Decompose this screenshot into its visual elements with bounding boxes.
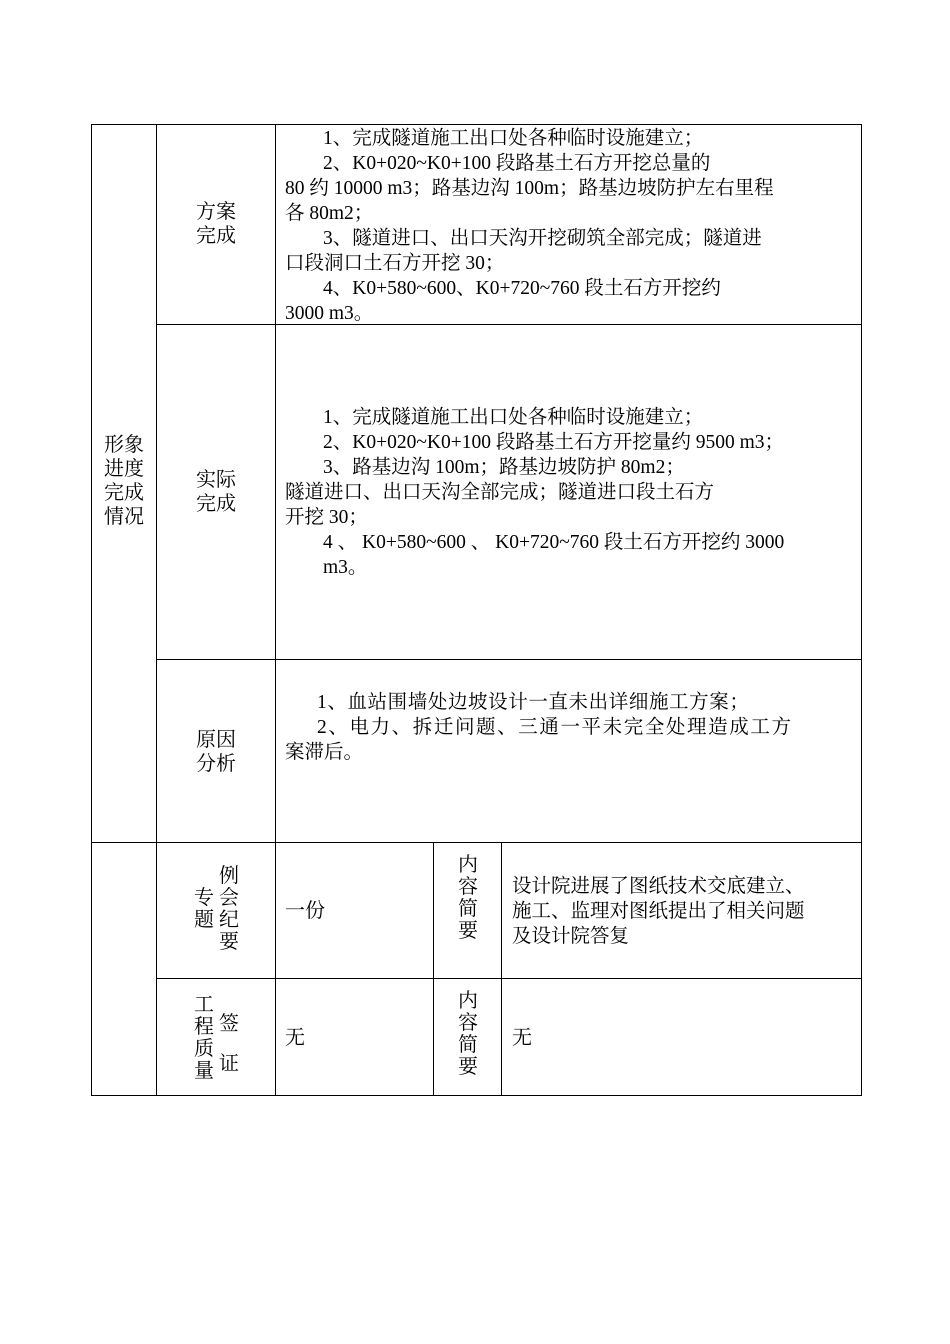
divider-actual-reason	[156, 659, 862, 660]
meeting-summary-label: 内容简要	[458, 854, 478, 942]
border-bottom	[91, 1095, 862, 1096]
col-divider-4	[501, 842, 502, 1096]
plan-line: 1、完成隧道施工出口处各种临时设施建立；	[323, 128, 704, 149]
plan-line: 80 约 10000 m3；路基边沟 100m；路基边坡防护左右里程	[285, 178, 774, 199]
actual-label-line: 实际	[196, 469, 236, 491]
plan-label-line: 方案	[196, 201, 236, 223]
reason-line: 1、血站围墙处边坡设计一直未出详细施工方案；	[317, 692, 750, 713]
meeting-value: 一份	[285, 900, 325, 922]
reason-label-line: 分析	[196, 753, 236, 775]
border-right	[861, 124, 862, 1096]
plan-line: 4、K0+580~600、K0+720~760 段土石方开挖约	[323, 278, 721, 299]
meeting-summary-line: 施工、监理对图纸提出了相关问题	[512, 901, 805, 922]
actual-line: m3。	[323, 557, 368, 578]
col-divider-1	[156, 124, 157, 1096]
quality-label-col1: 工程质量	[194, 994, 214, 1082]
divider-meeting-quality	[156, 978, 862, 979]
reason-line: 案滞后。	[285, 742, 364, 763]
actual-line: 2、K0+020~K0+100 段路基土石方开挖量约 9500 m3；	[323, 432, 785, 453]
plan-line: 口段洞口土石方开挖 30；	[285, 253, 505, 274]
section-label-line: 进度	[104, 458, 144, 480]
section-label-line: 完成	[104, 482, 144, 504]
col-divider-3	[433, 842, 434, 1096]
plan-line: 3000 m3。	[285, 303, 374, 324]
actual-line: 3、路基边沟 100m；路基边坡防护 80m2；	[323, 457, 685, 478]
divider-plan-actual	[156, 324, 862, 325]
actual-label	[157, 468, 275, 516]
plan-label	[157, 200, 275, 248]
plan-label-line: 完成	[196, 225, 236, 247]
section-label	[92, 433, 156, 529]
plan-line: 各 80m2；	[285, 203, 374, 224]
meeting-summary-line: 及设计院答复	[512, 926, 630, 947]
plan-line: 2、K0+020~K0+100 段路基土石方开挖总量的	[323, 153, 711, 174]
quality-label-col2: 签证	[219, 1013, 239, 1075]
reason-label	[157, 728, 275, 776]
plan-line: 3、隧道进口、出口天沟开挖砌筑全部完成；隧道进	[323, 228, 762, 249]
reason-line: 2、电力、拆迁问题、三通一平未完全处理造成工方	[317, 717, 793, 738]
divider-section	[91, 842, 862, 843]
border-top	[91, 124, 862, 125]
quality-summary-label: 内容简要	[458, 990, 478, 1078]
section-label-line: 情况	[104, 506, 144, 528]
actual-line: 1、完成隧道施工出口处各种临时设施建立；	[323, 407, 704, 428]
meeting-summary-line: 设计院进展了图纸技术交底建立、	[512, 876, 805, 897]
actual-line: 隧道进口、出口天沟全部完成；隧道进口段土石方	[285, 482, 715, 503]
meeting-label-col1: 专题	[194, 887, 214, 931]
border-left	[91, 124, 92, 1096]
quality-value: 无	[285, 1027, 305, 1049]
actual-line: 开挖 30；	[285, 507, 368, 528]
meeting-label-col2: 例会纪要	[219, 865, 239, 953]
quality-summary: 无	[512, 1027, 532, 1049]
actual-label-line: 完成	[196, 493, 236, 515]
section-label-line: 形象	[104, 434, 144, 456]
actual-line: 4 、 K0+580~600 、 K0+720~760 段土石方开挖约 3000	[323, 532, 785, 553]
col-divider-2	[275, 124, 276, 1096]
reason-label-line: 原因	[196, 729, 236, 751]
